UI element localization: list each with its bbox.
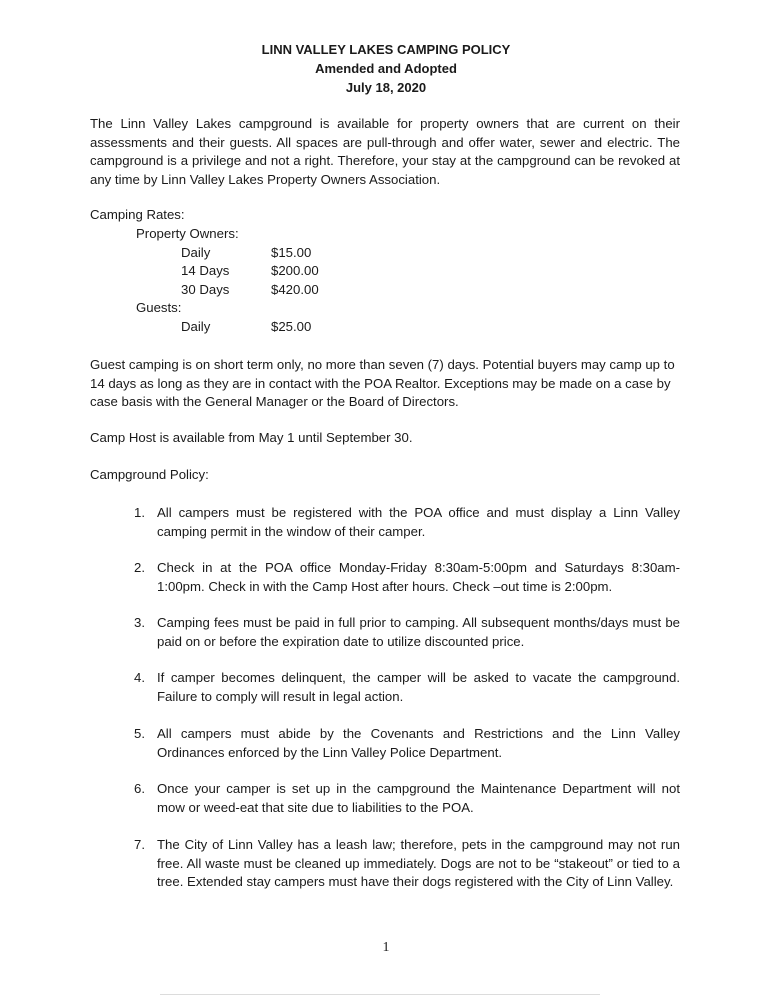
rate-price: $200.00	[271, 263, 319, 278]
rate-period: Daily	[181, 319, 211, 334]
rate-price: $15.00	[271, 245, 312, 260]
policy-text: If camper becomes delinquent, the camper will be asked to vacate the campground. Failure to comply will result in legal action.	[157, 670, 680, 704]
camp-host-line: Camp Host is available from May 1 until September 30.	[90, 430, 413, 445]
owners-label: Property Owners:	[136, 226, 239, 241]
policy-text: Check in at the POA office Monday-Friday 8:30am-5:00pm and Saturdays 8:30am-1:00pm. Check in with the Camp Host after hours. Check –out time is 2:00pm.	[157, 560, 680, 594]
document-title: LINN VALLEY LAKES CAMPING POLICY	[261, 42, 511, 57]
page-number: 1	[382, 940, 390, 955]
page-bottom-divider	[160, 994, 600, 995]
intro-paragraph: The Linn Valley Lakes campground is available for property owners that are current on their assessments and their guests. All spaces are pull-through and offer water, sewer and electric. The campground is a privilege and not a right. Therefore, your stay at the campground can be revoked at any time by Linn Valley Lakes Property Owners Association.	[90, 116, 680, 187]
document-subtitle: Amended and Adopted	[315, 61, 457, 76]
policy-item	[134, 504, 680, 541]
policy-number: 5.	[134, 726, 145, 741]
policy-item	[134, 780, 680, 817]
policy-item	[134, 559, 680, 596]
policy-text: All campers must be registered with the POA office and must display a Linn Valley camping permit in the window of their camper.	[157, 505, 680, 539]
rates-heading: Camping Rates:	[90, 207, 185, 222]
document-header	[0, 40, 772, 97]
policy-number: 6.	[134, 781, 145, 796]
policy-item	[134, 614, 680, 651]
policy-text: All campers must abide by the Covenants and Restrictions and the Linn Valley Ordinances enforced by the Linn Valley Police Department.	[157, 726, 680, 760]
policy-item	[134, 669, 680, 706]
policy-item	[134, 836, 680, 892]
rate-period: 14 Days	[181, 263, 230, 278]
policy-number: 7.	[134, 837, 145, 852]
rate-price: $25.00	[271, 319, 312, 334]
policy-item	[134, 725, 680, 762]
policy-text: Camping fees must be paid in full prior to camping. All subsequent months/days must be paid on or before the expiration date to utilize discounted price.	[157, 615, 680, 649]
policy-number: 3.	[134, 615, 145, 630]
policy-number: 4.	[134, 670, 145, 685]
policy-heading: Campground Policy:	[90, 467, 209, 482]
rate-price: $420.00	[271, 282, 319, 297]
document-date: July 18, 2020	[345, 80, 427, 95]
guests-label: Guests:	[136, 300, 182, 315]
policy-number: 2.	[134, 560, 145, 575]
policy-text: Once your camper is set up in the campground the Maintenance Department will not mow or weed-eat that site due to liabilities to the POA.	[157, 781, 680, 815]
policy-text: The City of Linn Valley has a leash law; therefore, pets in the campground may not run free. All waste must be cleaned up immediately. Dogs are not to be “stakeout” or tied to a tree. Extended stay campers must have their dogs registered with the City of Linn Valley.	[157, 837, 680, 889]
policy-number: 1.	[134, 505, 145, 520]
rate-period: 30 Days	[181, 282, 230, 297]
guest-policy-paragraph: Guest camping is on short term only, no more than seven (7) days. Potential buyers may camp up to 14 days as long as they are in contact with the POA Realtor. Exceptions may be made on a case by case basis with the General Manager or the Board of Directors.	[90, 357, 675, 409]
rate-period: Daily	[181, 245, 211, 260]
